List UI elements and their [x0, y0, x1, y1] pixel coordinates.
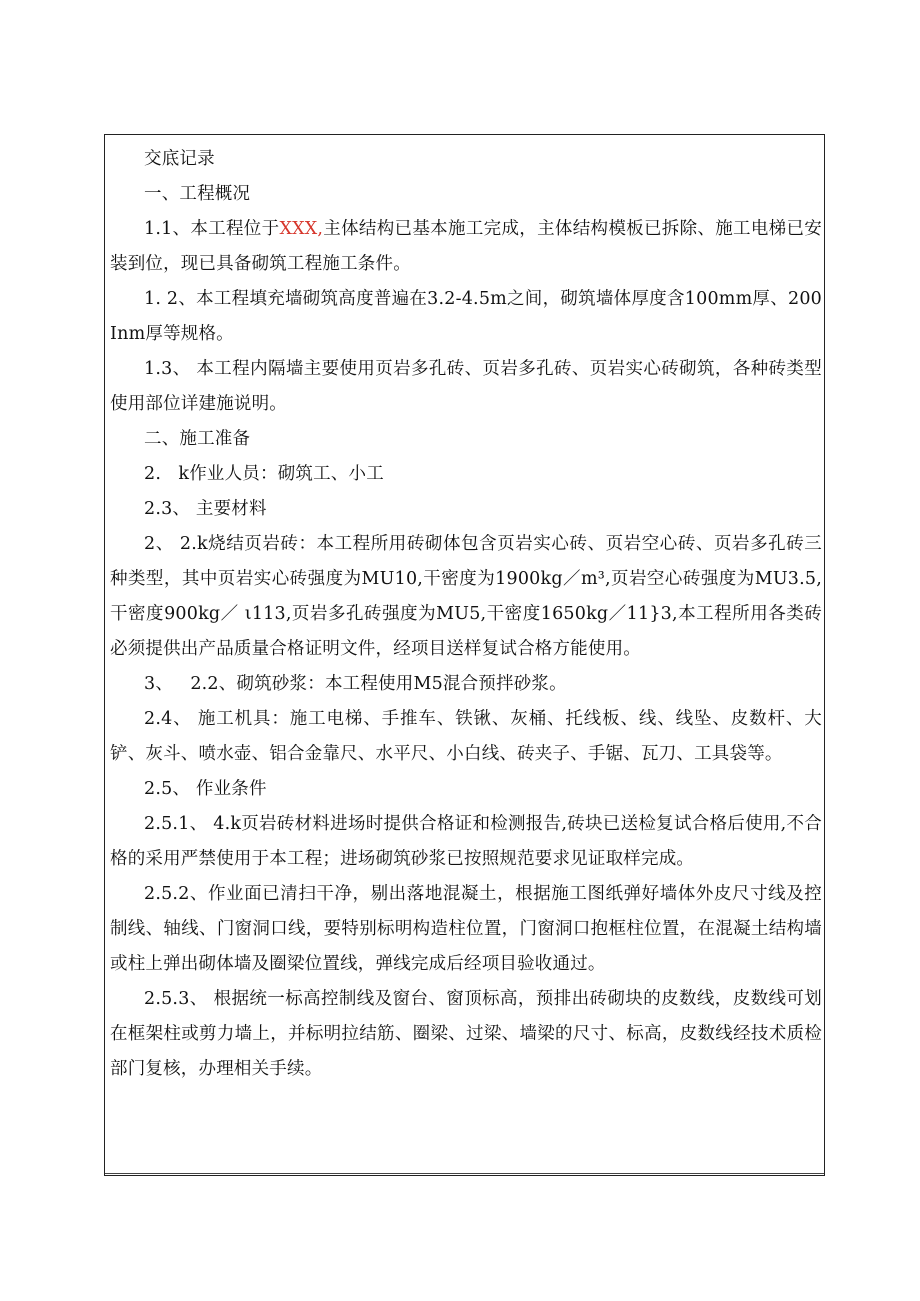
- paragraph-1-3: 1.3、 本工程内隔墙主要使用页岩多孔砖、页岩多孔砖、页岩实心砖砌筑，各种砖类型使用部位详建施说明。: [110, 359, 823, 414]
- paragraph-2-3-1: 2、 2.k烧结页岩砖：本工程所用砖砌体包含页岩实心砖、页岩空心砖、页岩多孔砖三种类型，其中页岩实心砖强度为MU10,干密度为1900kg／m³,页岩空心砖强度为MU3.5,干密度900kg／ ι113,页岩多孔砖强度为MU5,干密度1650kg／11}3,本工程所用各类砖必须提供出产品质量合格证明文件，经项目送样复试合格方能使用。: [110, 534, 822, 659]
- paragraph-1-1-lead: 1.1、本工程位于: [144, 219, 280, 239]
- paragraph-2-3: 2.3、 主要材料: [144, 499, 267, 519]
- paragraph-2-4: 2.4、 施工机具：施工电梯、手推车、铁锹、灰桶、托线板、线、线坠、皮数杆、大铲、灰斗、喷水壶、铝合金靠尺、水平尺、小白线、砖夹子、手锯、瓦刀、工具袋等。: [110, 709, 822, 764]
- paragraph-1-1-rest: 主体结构已基本施工完成，主体结构模板已拆除、施工电梯已安装到位，现已具备砌筑工程施工条件。: [110, 219, 822, 274]
- paragraph-2-1: 2. k作业人员：砌筑工、小工: [144, 464, 384, 484]
- paragraph-1-2: 1. 2、本工程填充墙砌筑高度普遍在3.2-4.5m之间，砌筑墙体厚度含100mm厚、200Inm厚等规格。: [110, 289, 822, 344]
- paragraph-2-5: 2.5、 作业条件: [144, 779, 267, 799]
- section-2-heading: 二、施工准备: [144, 429, 251, 449]
- record-title: 交底记录: [144, 149, 215, 169]
- section-1-heading: 一、工程概况: [144, 184, 251, 204]
- table-bottom-rule: [105, 1173, 824, 1174]
- document-body: [110, 142, 822, 1087]
- paragraph-2-5-3: 2.5.3、 根据统一标高控制线及窗台、窗顶标高，预排出砖砌块的皮数线，皮数线可划在框架柱或剪力墙上，并标明拉结筋、圈梁、过梁、墙梁的尺寸、标高，皮数线经技术质检部门复核，办理相关手续。: [110, 989, 822, 1079]
- paragraph-2-5-1: 2.5.1、 4.k页岩砖材料进场时提供合格证和检测报告,砖块已送检复试合格后使用,不合格的采用严禁使用于本工程；进场砌筑砂浆已按照规范要求见证取样完成。: [110, 814, 822, 869]
- paragraph-2-5-2: 2.5.2、作业面已清扫干净，剔出落地混凝土，根据施工图纸弹好墙体外皮尺寸线及控制线、轴线、门窗洞口线，要特别标明构造柱位置，门窗洞口抱框柱位置，在混凝土结构墙或柱上弹出砌体墙及圈梁位置线，弹线完成后经项目验收通过。: [110, 884, 822, 974]
- project-location-placeholder: XXX,: [279, 219, 324, 239]
- paragraph-1-1: [110, 212, 822, 282]
- paragraph-2-3-2: 3、 2.2、砌筑砂浆：本工程使用M5混合预拌砂浆。: [144, 674, 567, 694]
